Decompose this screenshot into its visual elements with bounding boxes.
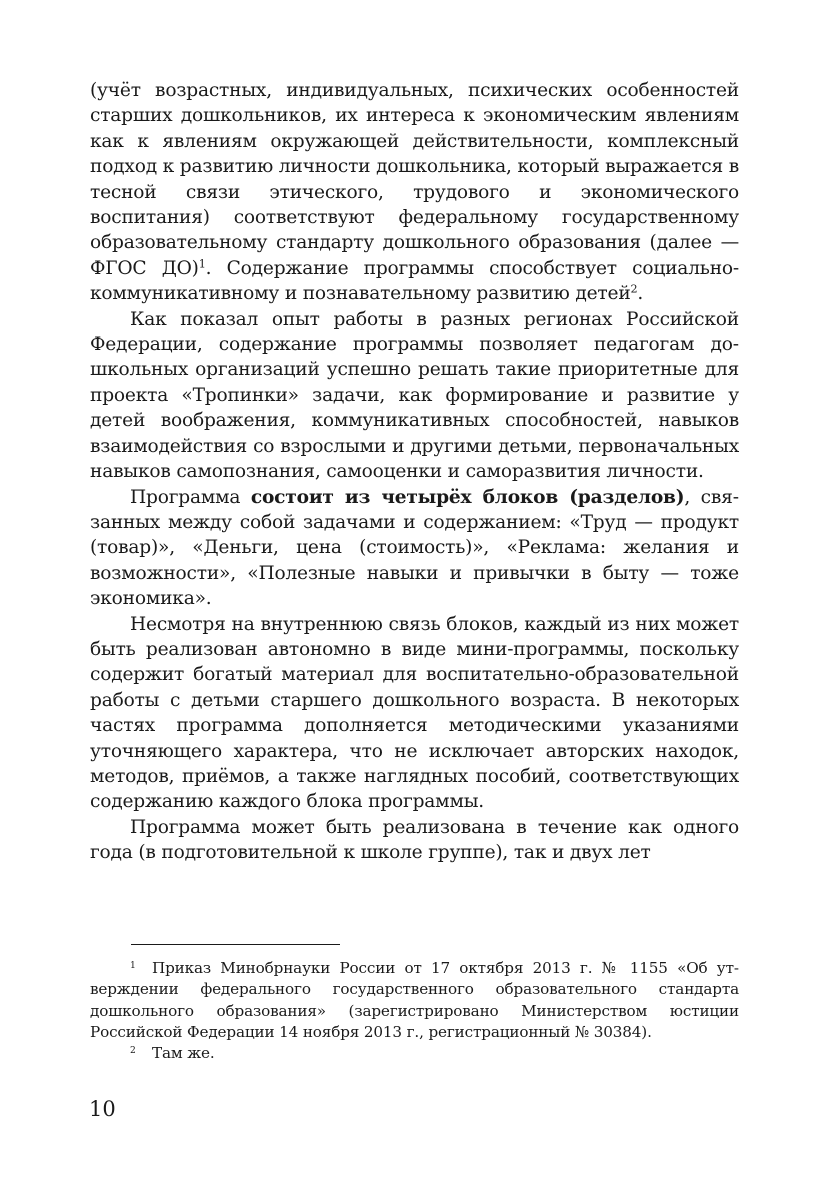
footnote-ref-1: 1	[198, 257, 206, 271]
paragraph-3-bold: состоит из четырёх блоков (разделов)	[250, 486, 685, 508]
paragraph-4: Несмотря на внутреннюю связь блоков, каждый из них может быть реализован автономно в виде мини-программы, поскольку содержит богатый материал для воспитательно-образовательной работы с детьми старшего дошкольного возраста. В некоторых частях программа дополняется методическими указаниями уточняющего характера, что не исключает авторских находок, методов, приёмов, а также наглядных пособий, соответствующих содержанию каждого блока программы.	[90, 613, 739, 813]
paragraph-5: Программа может быть реализована в течение как одного года (в подготовительной к школе группе), так и двух лет	[90, 816, 739, 864]
footnote-divider	[131, 944, 340, 945]
footnote-1-text: Приказ Минобрнауки России от 17 октября 2013 г. № 1155 «Об утверждении федерального государственного образовательного стандарта дошкольного образования» (зарегистрировано Министерством юстиции Российской Федерации 14 ноября 2013 г., регистрационный № 30384).	[90, 959, 739, 1041]
footnote-ref-2: 2	[630, 282, 638, 296]
paragraph-2: Как показал опыт работы в разных регионах Российской Федерации, содержание программы позволяет педагогам дошкольных организаций успешно решать такие приоритетные для проекта «Тропинки» задачи, как формирование и развитие у детей воображения, коммуникативных способностей, навыков взаимодействия со взрослыми и другими детьми, первоначальных навыков самопознания, самооценки и саморазвития личности.	[90, 308, 739, 483]
page-number: 10	[89, 1097, 116, 1121]
paragraph-1	[90, 78, 739, 307]
paragraph-1-text-cont: . Содержание программы способствует социально-коммуникативному и познавательному развитию детей	[90, 257, 740, 305]
footnote-2: $^2$ Там же.	[130, 1044, 215, 1063]
paragraph-3	[90, 485, 739, 612]
paragraph-3-rest: , связанных между собой задачами и содержанием: «Труд — продукт (товар)», «Деньги, цена (стоимость)», «Реклама: желания и возможности», «Полезные навыки и привычки в быту — тоже экономика».	[90, 486, 739, 610]
paragraph-1-text-end: .	[637, 283, 644, 305]
footnote-2-text: Там же.	[152, 1044, 215, 1063]
paragraph-3-lead: Программа	[130, 486, 251, 508]
paragraph-1-text: (учёт возрастных, индивидуальных, психических особенностей старших дошкольников, их интереса к экономическим явлениям как к явлениям окружающей действительности, комплексный подход к развитию личности дошкольника, который выражается в тесной связи этического, трудового и экономического воспитания) соответствуют федеральному государственному образовательному стандарту дошкольного образования (далее — ФГОС ДО)	[90, 80, 740, 279]
footnotes	[90, 958, 739, 1064]
footnote-1: $^1$ Приказ Минобрнауки России от 17 октября 2013 г. № 1155 «Об утверждении федерального государственного образовательного стандарта дошкольного образования» (зарегистрировано Министерством юстиции Российской Федерации 14 ноября 2013 г., регистрационный № 30384).	[90, 959, 739, 1041]
main-text	[90, 78, 739, 866]
